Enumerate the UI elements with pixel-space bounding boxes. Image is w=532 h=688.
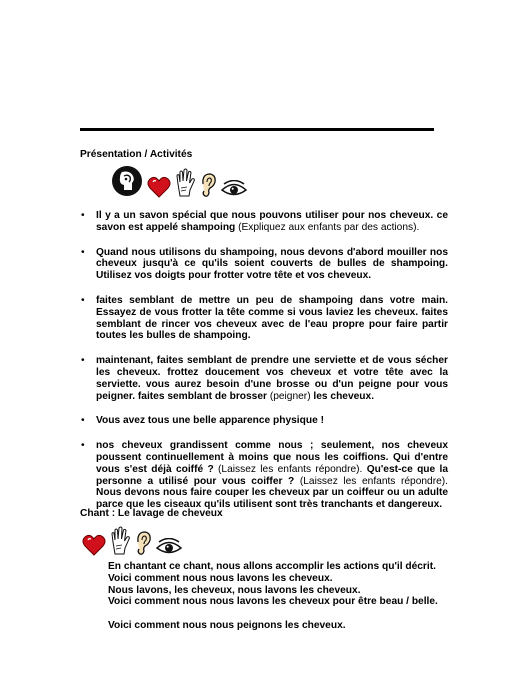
head-icon (110, 164, 144, 198)
song-line-blank (108, 608, 448, 620)
list-item: • Il y a un savon spécial que nous pouvons utiliser pour nos cheveux. ce savon est appelé shampoing (Expliquez aux enfants par des actions). (81, 210, 448, 233)
ear-icon (199, 172, 217, 198)
eye-icon (155, 538, 183, 556)
song-line: Voici comment nous nous lavons les cheveux pour être beau / belle. (108, 596, 438, 608)
list-item: • Vous avez tous une belle apparence physique ! (81, 415, 324, 427)
presentation-icons (110, 164, 248, 198)
list-item: • nos cheveux grandissent comme nous ; seulement, nos cheveux poussent continuellement à moins que nous les coiffions. Qui d'entre vous s'est déjà coiffé ? (Laissez les enfants répondre). Qu'est-ce que la personne a utilisé pour vous coiffer ? (Laissez les enfants répondre). Nous devons nous faire couper les cheveux par un coiffeur ou un adulte parce que les ciseaux qu'ils utilisent sont très tranchants et dangereux. (81, 440, 448, 511)
eye-icon (220, 180, 248, 198)
heart-icon (147, 176, 171, 198)
song-line: Nous lavons, les cheveux, nous lavons les cheveux. (108, 584, 361, 596)
song-line: En chantant ce chant, nous allons accomplir les actions qu'il décrit. (108, 561, 436, 572)
song-line: Voici comment nous nous lavons les cheveux. (108, 572, 333, 584)
song-title: Chant : Le lavage de cheveux (80, 508, 223, 519)
list-item: • maintenant, faites semblant de prendre une serviette et de vous sécher les cheveux. frottez doucement vos cheveux et votre tête avec la serviette. vous aurez besoin d'une brosse ou d'un peigne pour vous peigner. faites semblant de brosser (peigner) les cheveux. (81, 355, 448, 402)
list-item: • faites semblant de mettre un peu de shampoing dans votre main. Essayez de vous frotter la tête comme si vous laviez les cheveux. faites semblant de rincer vos cheveux avec de l'eau propre pour faire partir toutes les bulles de shampoing. (81, 294, 448, 342)
song-line: Voici comment nous nous peignons les cheveux. (108, 619, 346, 631)
top-rule (80, 128, 434, 131)
song-lyrics (108, 561, 448, 632)
activity-list (80, 210, 448, 524)
list-item: • Quand nous utilisons du shampoing, nous devons d'abord mouiller nos cheveux jusqu'à ce qu'ils soient couverts de bulles de shampoing. Utilisez vos doigts pour frotter votre tête et vos cheveux. (81, 246, 448, 282)
ear-icon (134, 530, 152, 556)
hand-icon (174, 168, 196, 198)
song-icons (82, 526, 183, 556)
hand-icon (109, 526, 131, 556)
presentation-title: Présentation / Activités (80, 149, 193, 160)
heart-icon (82, 534, 106, 556)
